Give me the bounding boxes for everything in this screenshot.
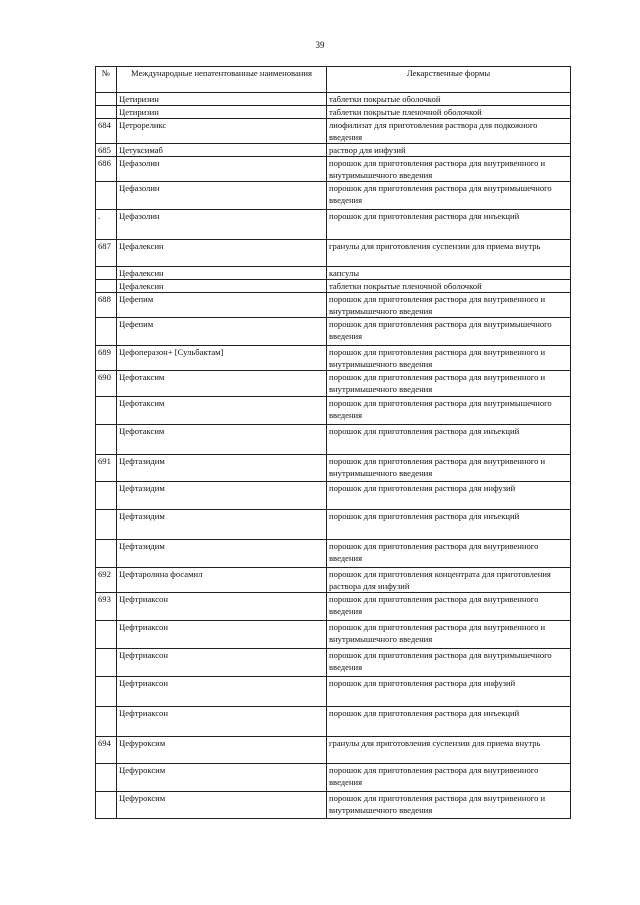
row-number: 690	[96, 371, 117, 397]
table-row	[96, 210, 571, 240]
row-inn: Цефтазидим	[117, 510, 327, 540]
table-header-row	[96, 67, 571, 93]
row-inn: Цефтазидим	[117, 540, 327, 568]
row-number: 694	[96, 737, 117, 764]
drug-forms-table	[95, 66, 571, 819]
row-number	[96, 397, 117, 425]
row-inn: Цефтриаксон	[117, 707, 327, 737]
row-dosage-form: порошок для приготовления раствора для инъекций	[327, 510, 571, 540]
table-row	[96, 482, 571, 510]
row-inn: Цефепим	[117, 318, 327, 346]
table-row	[96, 280, 571, 293]
table-row	[96, 593, 571, 621]
row-dosage-form: таблетки покрытые пленочной оболочкой	[327, 106, 571, 119]
row-inn: Цетиризин	[117, 93, 327, 106]
table-row	[96, 510, 571, 540]
row-number: 689	[96, 346, 117, 371]
row-dosage-form: порошок для приготовления раствора для внутримышечного введения	[327, 182, 571, 210]
row-inn: Цетиризин	[117, 106, 327, 119]
row-inn: Цефотаксим	[117, 397, 327, 425]
row-number: .	[96, 210, 117, 240]
row-inn: Цефотаксим	[117, 371, 327, 397]
row-inn: Цефотаксим	[117, 425, 327, 455]
row-inn: Цефалексин	[117, 240, 327, 267]
row-number: 684	[96, 119, 117, 144]
row-dosage-form: порошок для приготовления раствора для внутривенного введения	[327, 540, 571, 568]
row-dosage-form: порошок для приготовления раствора для инъекций	[327, 425, 571, 455]
row-number: 687	[96, 240, 117, 267]
row-dosage-form: порошок для приготовления раствора для внутривенного введения	[327, 764, 571, 792]
table-row	[96, 293, 571, 318]
row-number	[96, 280, 117, 293]
row-inn: Цефтазидим	[117, 455, 327, 482]
table-row	[96, 455, 571, 482]
table-row	[96, 267, 571, 280]
row-inn: Цефтриаксон	[117, 649, 327, 677]
row-number	[96, 621, 117, 649]
table-row	[96, 93, 571, 106]
row-inn: Цефазолин	[117, 210, 327, 240]
row-number: 688	[96, 293, 117, 318]
row-number	[96, 792, 117, 819]
row-number	[96, 510, 117, 540]
row-number	[96, 764, 117, 792]
row-inn: Цефуроксим	[117, 764, 327, 792]
row-dosage-form: порошок для приготовления раствора для внутримышечного введения	[327, 649, 571, 677]
row-number	[96, 540, 117, 568]
row-inn: Цефепим	[117, 293, 327, 318]
row-inn: Цефалексин	[117, 280, 327, 293]
table-row	[96, 737, 571, 764]
table-row	[96, 318, 571, 346]
row-dosage-form: порошок для приготовления раствора для внутривенного и внутримышечного введения	[327, 157, 571, 182]
row-number: 691	[96, 455, 117, 482]
table-row	[96, 397, 571, 425]
table-row	[96, 182, 571, 210]
row-inn: Цефтазидим	[117, 482, 327, 510]
row-dosage-form: гранулы для приготовления суспензии для приема внутрь	[327, 240, 571, 267]
row-dosage-form: порошок для приготовления раствора для внутривенного и внутримышечного введения	[327, 346, 571, 371]
row-number	[96, 318, 117, 346]
table-row	[96, 240, 571, 267]
table-row	[96, 792, 571, 819]
row-inn: Цетуксимаб	[117, 144, 327, 157]
row-dosage-form: порошок для приготовления концентрата для приготовления раствора для инфузий	[327, 568, 571, 593]
row-dosage-form: порошок для приготовления раствора для инъекций	[327, 210, 571, 240]
row-dosage-form: таблетки покрытые пленочной оболочкой	[327, 280, 571, 293]
row-number	[96, 106, 117, 119]
table-row	[96, 106, 571, 119]
table-row	[96, 144, 571, 157]
row-number: 685	[96, 144, 117, 157]
header-dosage-forms: Лекарственные формы	[327, 67, 571, 93]
row-number: 693	[96, 593, 117, 621]
table-row	[96, 621, 571, 649]
row-inn: Цефтаролина фосамил	[117, 568, 327, 593]
row-inn: Цефуроксим	[117, 792, 327, 819]
row-inn: Цефуроксим	[117, 737, 327, 764]
row-inn: Цетрореликс	[117, 119, 327, 144]
table-row	[96, 157, 571, 182]
row-dosage-form: порошок для приготовления раствора для инфузий	[327, 677, 571, 707]
row-dosage-form: порошок для приготовления раствора для инъекций	[327, 707, 571, 737]
table-row	[96, 346, 571, 371]
row-number	[96, 649, 117, 677]
row-dosage-form: порошок для приготовления раствора для внутривенного и внутримышечного введения	[327, 455, 571, 482]
row-dosage-form: гранулы для приготовления суспензии для приема внутрь	[327, 737, 571, 764]
row-dosage-form: порошок для приготовления раствора для внутривенного и внутримышечного введения	[327, 371, 571, 397]
row-inn: Цефазолин	[117, 157, 327, 182]
table-row	[96, 568, 571, 593]
table-row	[96, 371, 571, 397]
row-number: 686	[96, 157, 117, 182]
row-dosage-form: порошок для приготовления раствора для внутривенного и внутримышечного введения	[327, 293, 571, 318]
row-inn: Цефтриаксон	[117, 677, 327, 707]
row-number	[96, 93, 117, 106]
row-dosage-form: порошок для приготовления раствора для внутримышечного введения	[327, 397, 571, 425]
row-dosage-form: раствор для инфузий	[327, 144, 571, 157]
table-row	[96, 764, 571, 792]
row-inn: Цефтриаксон	[117, 621, 327, 649]
header-number: №	[96, 67, 117, 93]
row-number	[96, 482, 117, 510]
row-dosage-form: порошок для приготовления раствора для внутривенного и внутримышечного введения	[327, 792, 571, 819]
row-number	[96, 267, 117, 280]
row-inn: Цефазолин	[117, 182, 327, 210]
row-number	[96, 707, 117, 737]
row-dosage-form: порошок для приготовления раствора для внутривенного введения	[327, 593, 571, 621]
row-dosage-form: капсулы	[327, 267, 571, 280]
row-dosage-form: порошок для приготовления раствора для внутримышечного введения	[327, 318, 571, 346]
table-row	[96, 649, 571, 677]
table-row	[96, 677, 571, 707]
page-number: 39	[315, 40, 325, 50]
row-number: 692	[96, 568, 117, 593]
table-row	[96, 540, 571, 568]
table-row	[96, 119, 571, 144]
table-row	[96, 425, 571, 455]
row-number	[96, 425, 117, 455]
row-dosage-form: таблетки покрытые оболочкой	[327, 93, 571, 106]
row-inn: Цефоперазон+ [Сульбактам]	[117, 346, 327, 371]
row-dosage-form: порошок для приготовления раствора для внутривенного и внутримышечного введения	[327, 621, 571, 649]
row-dosage-form: порошок для приготовления раствора для инфузий	[327, 482, 571, 510]
table-row	[96, 707, 571, 737]
row-number	[96, 677, 117, 707]
row-inn: Цефалексин	[117, 267, 327, 280]
row-dosage-form: лиофилизат для приготовления раствора для подкожного введения	[327, 119, 571, 144]
header-inn: Международные непатентованные наименования	[117, 67, 327, 93]
row-inn: Цефтриаксон	[117, 593, 327, 621]
row-number	[96, 182, 117, 210]
